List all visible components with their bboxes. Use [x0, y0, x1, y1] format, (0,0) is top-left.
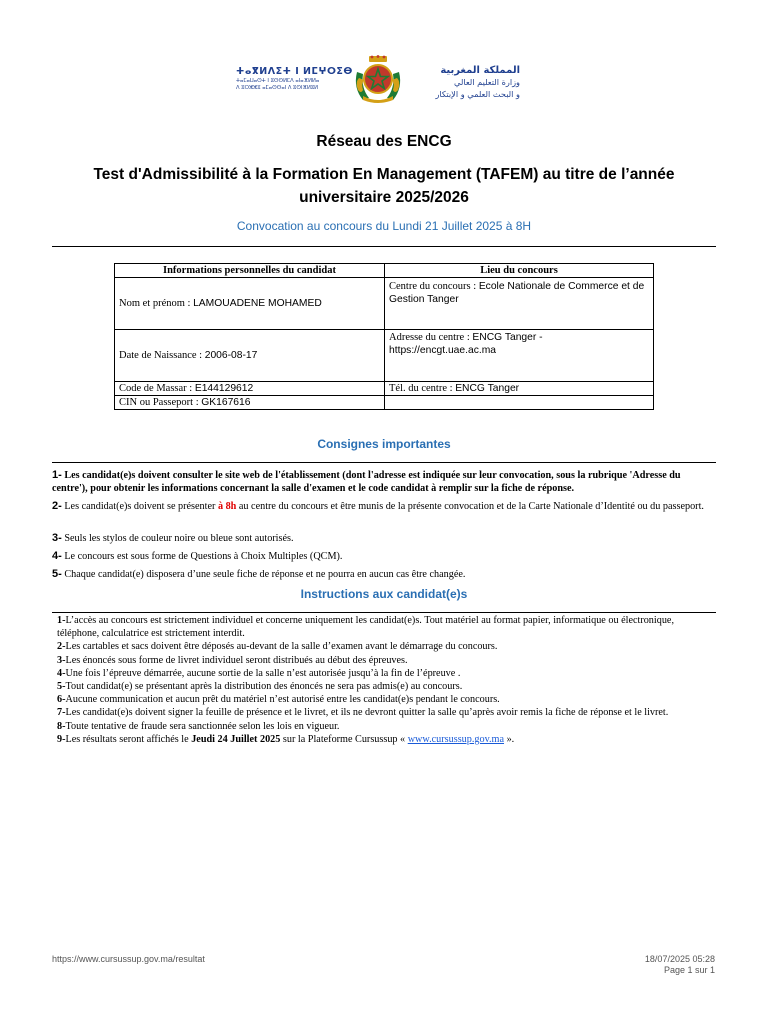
table-header-row: [115, 264, 654, 278]
instruction-text: Les énoncés sous forme de livret individuel seront distribués au début des épreuves.: [65, 654, 408, 666]
instructions-list: [57, 614, 717, 746]
header-exam-location: Lieu du concours: [385, 264, 654, 278]
table-row: [115, 396, 654, 410]
footer-page-number: Page 1 sur 1: [663, 965, 715, 975]
tifinagh-ministry-name: [236, 66, 353, 91]
instruction-item: [57, 654, 717, 667]
instruction-item: [57, 680, 717, 693]
instruction-text: L’accès au concours est strictement individuel et concerne uniquement les candidat(e)s. Tout matériel au format papier, informatique ou électronique, téléphone, calculatrice est strictement interdit.: [57, 615, 674, 640]
header-personal-info: Informations personnelles du candidat: [115, 264, 385, 278]
arabic-line-2: وزارة التعليم العالي: [454, 77, 520, 87]
instruction-item: [57, 706, 717, 719]
instruction-text: Une fois l’épreuve démarrée, aucune sortie de la salle n’est autorisée jusqu’à la fin de l’épreuve .: [65, 667, 461, 679]
consigne-item-3: [52, 532, 717, 545]
massar-cell: [115, 382, 385, 396]
table-row: [115, 278, 654, 330]
address-cell: [385, 330, 654, 382]
tifinagh-line-2: ⵜⴰⵎⴰⵡⴰⵙⵜ ⵏ ⵓⵙⵙⵍⵎⴷ ⴰⵏⴰⴼⵍⵍⴰ: [236, 78, 320, 84]
cin-value: GK167616: [201, 397, 251, 408]
tifinagh-line-3: ⴷ ⵓⵔⵣⵣⵓ ⴰⵎⴰⵙⵙⴰⵏ ⴷ ⵓⵙⵏⴼⵍⵓⵍ: [236, 85, 319, 91]
instruction-number: 3-: [57, 654, 66, 666]
cin-label: CIN ou Passeport :: [119, 397, 202, 408]
instruction-item: [57, 667, 717, 680]
footer-info: [645, 954, 715, 976]
cin-cell: [115, 396, 385, 410]
empty-cell: [385, 396, 654, 410]
consigne-text: Chaque candidat(e) disposera d’une seule fiche de réponse et ne pourra en aucun cas être changée.: [64, 569, 466, 580]
cursussup-link[interactable]: www.cursussup.gov.ma: [407, 733, 505, 745]
instructions-title: Instructions aux candidat(e)s: [300, 587, 468, 601]
tel-value: ENCG Tanger: [455, 383, 520, 394]
consigne-number: 4-: [52, 550, 62, 562]
instruction-text: Les cartables et sacs doivent être déposés au-devant de la salle d’examen avant le démarrage du concours.: [65, 641, 498, 653]
instruction-text: Tout candidat(e) se présentant après la distribution des énoncés ne sera pas admis(e) au concours.: [65, 681, 463, 693]
consignes-title: Consignes importantes: [317, 437, 451, 451]
name-label: Nom et prénom :: [119, 298, 194, 309]
consigne-item-1: [52, 469, 717, 495]
network-title: Réseau des ENCG: [316, 133, 452, 150]
birth-value: 2006-08-17: [204, 350, 258, 361]
consigne-item-5: [52, 568, 717, 581]
moroccan-coat-of-arms-icon: [349, 54, 407, 104]
birth-label: Date de Naissance :: [119, 350, 205, 361]
consigne-text: Le concours est sous forme de Questions à Choix Multiples (QCM).: [64, 551, 343, 562]
consigne-text-after: au centre du concours et être munis de la présente convocation et de la Carte Nationale d’Identité ou du passeport.: [236, 501, 704, 512]
arabic-line-3: و البحث العلمي و الإبتكار: [435, 89, 520, 99]
address-value: ENCG Tanger - https://encgt.uae.ac.ma: [389, 332, 543, 356]
instruction-item: [57, 693, 717, 706]
instruction-number: 5-: [57, 681, 66, 693]
consigne-text: Les candidat(e)s doivent consulter le site web de l'établissement (dont l'adresse est indiquée sur leur convocation, sous la rubrique 'Adresse du centre'), pour obtenir les informations concernant la salle d'examen et le code candidat à remplir sur la fiche de réponse.: [52, 470, 681, 494]
center-label: Centre du concours :: [389, 281, 479, 292]
instruction-text: Aucune communication et aucun prêt du matériel n’est autorisé entre les candidat(e)s pendant le concours.: [65, 694, 500, 706]
results-date: Jeudi 24 Juillet 2025: [191, 733, 281, 745]
instruction-item: [57, 720, 717, 733]
divider: [52, 612, 716, 613]
tel-cell: [385, 382, 654, 396]
center-cell: [385, 278, 654, 330]
arabic-ministry-name: [418, 65, 520, 100]
header: [0, 50, 768, 106]
instruction-text-after: ».: [504, 733, 515, 745]
instruction-text: Les candidat(e)s doivent signer la feuille de présence et le livret, et ils ne devront quitter la salle qu’après avoir remis la fiche de réponse et le livret.: [65, 707, 669, 719]
instruction-item: [57, 640, 717, 653]
instruction-number: 9-: [57, 733, 66, 745]
arabic-line-1: المملكة المغربية: [440, 65, 520, 76]
consigne-number: 2-: [52, 500, 62, 512]
footer-url: https://www.cursussup.gov.ma/resultat: [52, 954, 205, 964]
exam-title: Test d'Admissibilité à la Formation En Management (TAFEM) au titre de l’année universitaire 2025/2026: [93, 166, 675, 206]
consigne-text-before: Les candidat(e)s doivent se présenter: [64, 501, 218, 512]
instruction-item: [57, 733, 717, 746]
divider: [52, 462, 716, 463]
convocation-subtitle: Convocation au concours du Lundi 21 Juillet 2025 à 8H: [236, 219, 532, 233]
consigne-text: Seuls les stylos de couleur noire ou bleue sont autorisés.: [64, 533, 294, 544]
consigne-number: 5-: [52, 568, 62, 580]
consigne-item-4: [52, 550, 717, 563]
candidate-info-table: [114, 263, 654, 410]
name-value: LAMOUADENE MOHAMED: [193, 298, 322, 309]
consigne-number: 3-: [52, 532, 62, 544]
instruction-number: 8-: [57, 720, 66, 732]
tel-label: Tél. du centre :: [389, 383, 456, 394]
consigne-time-highlight: à 8h: [217, 501, 237, 512]
center-value: Ecole Nationale de Commerce et de Gestion Tanger: [389, 281, 645, 305]
massar-label: Code de Massar :: [119, 383, 195, 394]
table-row: [115, 382, 654, 396]
divider: [52, 246, 716, 247]
massar-value: E144129612: [194, 383, 254, 394]
instruction-number: 7-: [57, 707, 66, 719]
name-cell: [115, 278, 385, 330]
instruction-text-before: Les résultats seront affichés le: [65, 733, 192, 745]
birth-cell: [115, 330, 385, 382]
instruction-number: 4-: [57, 667, 66, 679]
instruction-text: Toute tentative de fraude sera sanctionnée selon les lois en vigueur.: [65, 720, 340, 732]
address-label: Adresse du centre :: [389, 332, 473, 343]
instruction-number: 2-: [57, 641, 66, 653]
instruction-number: 1-: [57, 615, 66, 626]
table-row: [115, 330, 654, 382]
consigne-item-2: [52, 500, 717, 513]
instruction-text-middle: sur la Plateforme Cursussup «: [280, 733, 408, 745]
instruction-number: 6-: [57, 694, 66, 706]
instruction-item: [57, 614, 717, 640]
consigne-number: 1-: [52, 469, 62, 481]
footer-datetime: 18/07/2025 05:28: [644, 954, 715, 964]
tifinagh-line-1: ⵜⴰⴳⵍⴷⵉⵜ ⵏ ⵍⵎⵖⵔⵉⴱ: [236, 66, 353, 77]
